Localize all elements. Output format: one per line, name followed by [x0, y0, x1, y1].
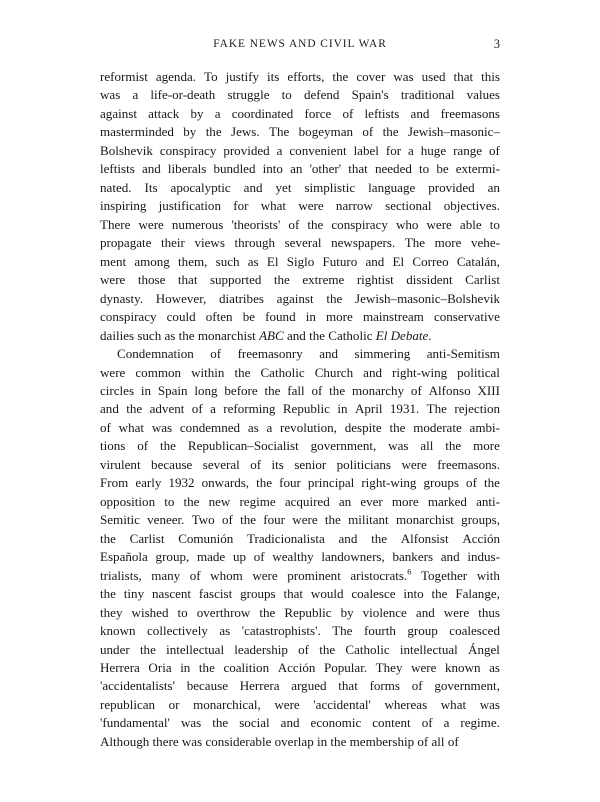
text-line: masterminded by the Jews. The bogeyman of the Jewish–masonic– — [100, 124, 500, 140]
text-line: Condemnation of freemasonry and simmering anti-Semitism — [117, 346, 500, 362]
text-line: inspiring justification for what were narrow sectional objectives. — [100, 198, 500, 214]
text-line: dailies such as the monarchist ABC and the Catholic El Debate. — [100, 327, 432, 343]
text-line: 'fundamental' was the social and economic content of a regime. — [100, 715, 500, 731]
running-head-title: FAKE NEWS AND CIVIL WAR — [213, 38, 387, 50]
text-line: propagate their views through several newspapers. The more vehe- — [100, 235, 500, 251]
text-line: the Carlist Comunión Tradicionalista and the Alfonsist Acción — [100, 530, 500, 546]
text-line: Bolshevik conspiracy provided a convenient label for a huge range of — [100, 142, 500, 158]
text-line: trialists, many of whom were prominent aristocrats.$^6$ Together with — [100, 567, 500, 583]
text-line: nated. Its apocalyptic and yet simplistic language provided an — [100, 179, 500, 195]
text-line: conspiracy could often be found in more mainstream conservative — [100, 309, 500, 325]
text-line: Herrera Oria in the coalition Acción Popular. They were known as — [100, 660, 500, 675]
text-line: known collectively as 'catastrophists'. The fourth group coalesced — [100, 623, 500, 639]
body-text-block — [100, 68, 500, 751]
page-number: 3 — [493, 37, 500, 51]
text-line: the tiny nascent fascist groups that would coalesce into the Falange, — [100, 586, 500, 602]
running-head — [100, 38, 500, 54]
text-line: were common within the Catholic Church and right-wing political — [100, 364, 500, 380]
paragraph-1 — [100, 68, 500, 345]
text-line: republican or monarchical, were 'accidental' whereas what was — [100, 696, 500, 712]
text-line: under the intellectual leadership of the Catholic intellectual Ángel — [100, 641, 500, 657]
text-line: Española group, made up of wealthy landowners, bankers and indus- — [100, 549, 500, 565]
text-line: leftists and liberals bundled into an 'other' that needed to be extermi- — [100, 161, 500, 177]
text-line: opposition to the new regime acquired an ever more marked anti- — [100, 493, 500, 509]
text-line: reformist agenda. To justify its efforts, the cover was used that this — [100, 69, 500, 84]
text-line: 'accidentalists' because Herrera argued that forms of government, — [100, 678, 500, 694]
text-line: they wished to overthrow the Republic by violence and were thus — [100, 604, 500, 620]
text-line: virulent because several of its senior politicians were freemasons. — [100, 456, 500, 472]
text-line: and the advent of a reforming Republic in April 1931. The rejection — [100, 401, 500, 417]
text-line: ment among them, such as El Siglo Futuro and El Correo Catalán, — [100, 253, 500, 269]
footnote-marker[interactable]: 6 — [407, 567, 412, 577]
text-line: From early 1932 onwards, the four principal right-wing groups of the — [100, 475, 500, 491]
text-line: against attack by a coordinated force of leftists and freemasons — [100, 105, 500, 121]
text-line: was a life-or-death struggle to defend Spain's traditional values — [100, 87, 500, 103]
text-line: circles in Spain long before the fall of the monarchy of Alfonso XIII — [100, 382, 500, 398]
text-line: dynasty. However, diatribes against the Jewish–masonic–Bolshevik — [100, 290, 500, 306]
text-line: There were numerous 'theorists' of the conspiracy who were able to — [100, 216, 500, 232]
text-line: were those that supported the extreme rightist dissident Carlist — [100, 272, 500, 288]
paragraph-2 — [100, 345, 500, 751]
text-line: tions of the Republican–Socialist government, was all the more — [100, 438, 500, 454]
text-line: Although there was considerable overlap in the membership of all of — [100, 733, 459, 749]
text-line: of what was condemned as a revolution, despite the moderate ambi- — [100, 419, 500, 435]
text-line: Semitic veneer. Two of the four were the militant monarchist groups, — [100, 512, 500, 528]
